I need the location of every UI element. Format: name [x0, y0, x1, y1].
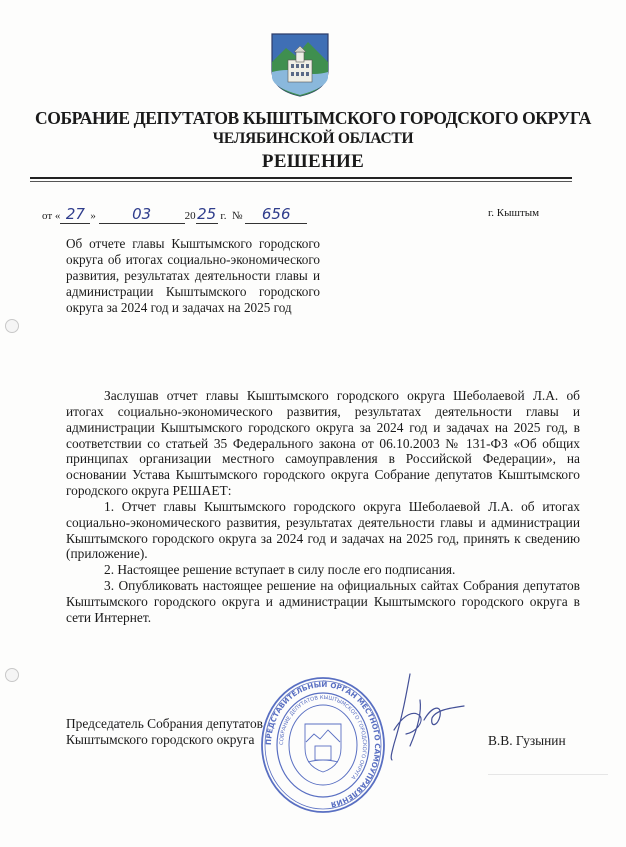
header-rule-thick: [30, 177, 572, 179]
date-line: [42, 205, 307, 224]
binder-hole-top: [5, 319, 19, 333]
preamble-paragraph: Заслушав отчет главы Кыштымского городского округа Шеболаевой Л.А. об итогах социально-экономического развития, результатах деятельности главы и администрации Кыштымского городского округа за 2024 год и задачах на 2025 год, в соответствии со статьей 35 Федерального закона от 06.10.2003 № 131-ФЗ «Об общих принципах организации местного самоуправления в Российской Федерации», на основании Устава Кыштымского городского округа Собрание депутатов Кыштымского городского округа РЕШАЕТ:: [66, 388, 580, 499]
region-heading: ЧЕЛЯБИНСКОЙ ОБЛАСТИ: [212, 130, 414, 147]
decision-item-3: 3. Опубликовать настоящее решение на официальных сайтах Собрания депутатов Кыштымского городского округа и администрации Кыштымского городского округа в сети Интернет.: [66, 578, 580, 625]
signatory-position-line1: Председатель Собрания депутатов: [66, 716, 264, 731]
date-year-suffix: 25: [197, 205, 217, 223]
year-label: г.: [220, 210, 227, 222]
decision-subject: Об отчете главы Кыштымского городского округа об итогах социально-экономического развития, результатах деятельности главы и администрации Кыштымского городского округа за 2024 год и задачах на 2025 год: [66, 236, 320, 315]
official-seal-stamp: [260, 676, 386, 814]
signatory-position-line2: Кыштымского городского округа: [66, 731, 255, 747]
handwritten-signature: [380, 670, 468, 766]
coat-of-arms-icon: [268, 32, 332, 98]
decision-item-2: 2. Настоящее решение вступает в силу после его подписания.: [104, 562, 456, 578]
stamp-emblem-icon: [305, 724, 341, 772]
organization-heading: СОБРАНИЕ ДЕПУТАТОВ КЫШТЫМСКОГО ГОРОДСКОГО ОКРУГА: [35, 108, 591, 128]
number-label: №: [231, 210, 243, 222]
decision-item-1: 1. Отчет главы Кыштымского городского округа Шеболаевой Л.А. об итогах социально-экономического развития, результатах деятельности главы и администрации Кыштымского городского округа за 2024 год и задачах на 2025 год, принять к сведению (приложение).: [66, 498, 580, 562]
svg-text:СОБРАНИЕ ДЕПУТАТОВ КЫШТЫМСКОГО: [279, 695, 367, 781]
signatory-position: [66, 716, 263, 748]
decision-body: [66, 388, 580, 626]
binder-hole-bottom: [5, 668, 19, 682]
date-month: 03: [99, 205, 185, 224]
stamp-inner-text: СОБРАНИЕ ДЕПУТАТОВ КЫШТЫМСКОГО ГОРОДСКОГО ОКРУГА: [278, 694, 368, 781]
date-close-quote: »: [90, 210, 96, 222]
date-day: 27: [60, 205, 90, 224]
header-rule-thin: [30, 181, 572, 182]
city-label: г. Кыштым: [488, 207, 540, 219]
document-type-title: РЕШЕНИЕ: [261, 151, 365, 172]
decision-number: 656: [245, 205, 307, 224]
date-prefix: от «: [42, 210, 61, 222]
date-year-prefix: 20: [184, 210, 196, 222]
stamp-outer-text: ПРЕДСТАВИТЕЛЬНЫЙ ОРГАН МЕСТНОГО САМОУПРАВЛЕНИЯ: [263, 679, 383, 810]
signatory-name: В.В. Гузынин: [488, 733, 566, 748]
bleed-through-mark: [488, 774, 608, 815]
